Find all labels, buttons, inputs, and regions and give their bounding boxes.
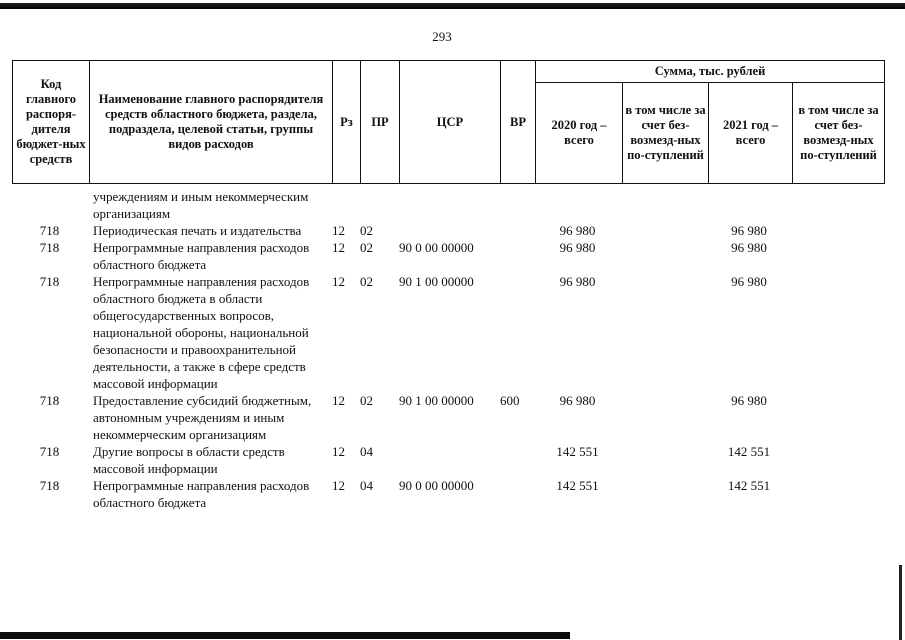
row-sum-2021: 96 980 (731, 223, 767, 238)
row-csr: 90 0 00 00000 (399, 240, 474, 255)
header-name: Наименование главного распорядителя средств областного бюджета, раздела, подраздела, целевой статьи, группы видов расходов (90, 61, 333, 184)
row-sum-2020-bv (622, 477, 708, 511)
row-sum-2021-bv (792, 392, 884, 443)
row-sum-2020-bv (622, 188, 708, 222)
row-name: учреждениям и иным некоммерческим организациям (93, 189, 309, 221)
row-sum-2021-bv (792, 188, 884, 222)
row-vr (500, 239, 535, 273)
row-code (12, 188, 89, 222)
header-pr: ПР (361, 61, 400, 184)
row-pr (360, 188, 399, 222)
table-row (12, 392, 884, 443)
row-sum-2020-bv (622, 443, 708, 477)
row-name: Предоставление субсидий бюджетным, автономным учреждениям и иным некоммерческим организациям (93, 393, 312, 442)
row-csr: 90 0 00 00000 (399, 478, 474, 493)
row-sum-2020: 96 980 (559, 393, 596, 408)
header-2020-incl: в том числе за счет без-возмезд-ных по-ступлений (623, 83, 709, 184)
header-rz: Рз (333, 61, 361, 184)
row-vr (500, 443, 535, 477)
row-pr: 02 (360, 223, 373, 238)
row-rz: 12 (332, 478, 345, 493)
row-vr (500, 222, 535, 239)
row-sum-2021: 96 980 (731, 274, 767, 289)
row-sum-2021: 142 551 (727, 444, 771, 459)
row-csr: 90 1 00 00000 (399, 393, 474, 408)
header-2020-total: 2020 год – всего (536, 83, 623, 184)
table-row (12, 273, 884, 392)
row-sum-2020-bv (622, 273, 708, 392)
row-pr: 02 (360, 240, 373, 255)
row-csr (399, 443, 500, 477)
row-sum-2020 (535, 188, 622, 222)
row-code: 718 (39, 223, 60, 238)
row-code: 718 (39, 444, 60, 459)
scan-right-edge (899, 565, 902, 640)
row-name: Непрограммные направления расходов областного бюджета (93, 478, 310, 510)
row-name: Другие вопросы в области средств массовой информации (93, 444, 285, 476)
row-name: Периодическая печать и издательства (93, 223, 302, 238)
row-pr: 02 (360, 393, 373, 408)
table-row (12, 477, 884, 511)
row-csr (399, 222, 500, 239)
row-code: 718 (39, 393, 60, 408)
table-body (12, 188, 884, 511)
row-vr (500, 188, 535, 222)
row-vr (500, 273, 535, 392)
header-code: Код главного распоря-дителя бюджет-ных средств (13, 61, 90, 184)
row-name: Непрограммные направления расходов областного бюджета (93, 240, 310, 272)
header-2021-total: 2021 год – всего (709, 83, 793, 184)
header-csr: ЦСР (400, 61, 501, 184)
row-sum-2021: 96 980 (731, 240, 767, 255)
row-rz: 12 (332, 274, 345, 289)
table-row (12, 188, 884, 222)
table-header (12, 60, 885, 184)
row-sum-2021-bv (792, 222, 884, 239)
scan-bottom-bar (0, 632, 570, 639)
row-sum-2021: 96 980 (731, 393, 767, 408)
row-rz: 12 (332, 223, 345, 238)
row-sum-2021-bv (792, 239, 884, 273)
header-sum: Сумма, тыс. рублей (536, 61, 885, 83)
row-rz (332, 188, 360, 222)
scan-top-bar (0, 3, 905, 9)
row-sum-2020: 142 551 (556, 478, 599, 493)
table-row (12, 222, 884, 239)
table-row (12, 443, 884, 477)
row-sum-2021-bv (792, 443, 884, 477)
row-pr: 04 (360, 478, 373, 493)
page-number: 293 (432, 29, 452, 44)
row-csr (399, 188, 500, 222)
row-code: 718 (39, 274, 60, 289)
table-row (12, 239, 884, 273)
row-pr: 04 (360, 444, 373, 459)
row-code: 718 (39, 240, 60, 255)
row-sum-2020-bv (622, 239, 708, 273)
header-2021-incl: в том числе за счет без-возмезд-ных по-ступлений (793, 83, 885, 184)
row-rz: 12 (332, 444, 345, 459)
row-sum-2020: 96 980 (559, 223, 596, 238)
scan-top-edge (0, 0, 905, 10)
row-sum-2020-bv (622, 392, 708, 443)
row-vr: 600 (500, 393, 520, 408)
row-sum-2020-bv (622, 222, 708, 239)
row-code: 718 (39, 478, 60, 493)
row-sum-2021 (708, 188, 792, 222)
row-sum-2020: 142 551 (556, 444, 599, 459)
row-pr: 02 (360, 274, 373, 289)
row-sum-2020: 96 980 (559, 274, 596, 289)
row-rz: 12 (332, 393, 345, 408)
row-sum-2020: 96 980 (559, 240, 596, 255)
row-csr: 90 1 00 00000 (399, 274, 474, 289)
row-vr (500, 477, 535, 511)
row-sum-2021: 142 551 (727, 478, 771, 493)
row-sum-2021-bv (792, 477, 884, 511)
header-vr: ВР (501, 61, 536, 184)
row-rz: 12 (332, 240, 345, 255)
row-sum-2021-bv (792, 273, 884, 392)
row-name: Непрограммные направления расходов областного бюджета в области общегосударственных вопросов, национальной обороны, национальной безопасности и правоохранительной деятельности, а также в сфере средств массовой информации (93, 274, 310, 391)
